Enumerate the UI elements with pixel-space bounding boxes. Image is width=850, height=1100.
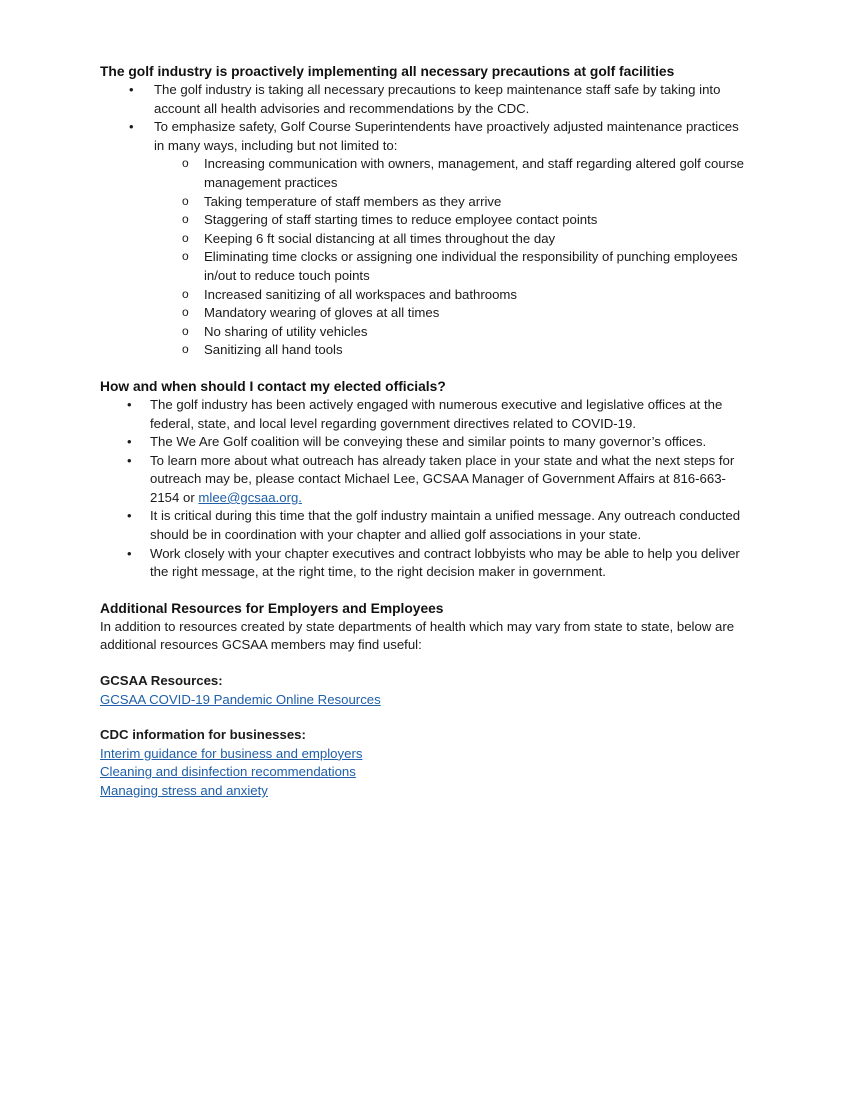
- precautions-bullet-2-text: To emphasize safety, Golf Course Superintendents have proactively adjusted maintenance practices in many ways, including but not limited to:: [154, 119, 739, 153]
- practice-item: o Sanitizing all hand tools: [154, 341, 750, 360]
- practice-item: o Keeping 6 ft social distancing at all times throughout the day: [154, 230, 750, 249]
- practice-item: o Eliminating time clocks or assigning one individual the responsibility of punching employees in/out to reduce touch points: [154, 248, 750, 285]
- gcsaa-covid-resources-link[interactable]: GCSAA COVID-19 Pandemic Online Resources: [100, 691, 381, 707]
- gcsaa-resources-heading: GCSAA Resources:: [100, 673, 223, 689]
- practice-item: o Increasing communication with owners, management, and staff regarding altered golf course management practices: [154, 155, 750, 192]
- document-page: [100, 62, 750, 801]
- resources-intro: In addition to resources created by state departments of health which may vary from state to state, below are additional resources GCSAA members may find useful:: [100, 618, 735, 653]
- cdc-info-heading: CDC information for businesses:: [100, 727, 306, 743]
- officials-bullet: • It is critical during this time that the golf industry maintain a unified message. Any outreach conducted should be in coordination with your chapter and allied golf associations in your state.: [100, 507, 750, 544]
- resources-section: [100, 599, 750, 801]
- practice-item: o Staggering of staff starting times to reduce employee contact points: [154, 211, 750, 230]
- maintenance-practices-list: [154, 155, 750, 360]
- officials-bullet: • Work closely with your chapter executives and contract lobbyists who may be able to help you deliver the right message, at the right time, to the right decision maker in government.: [100, 545, 750, 582]
- practice-item: o Mandatory wearing of gloves at all times: [154, 304, 750, 323]
- precautions-section: [100, 62, 750, 360]
- precautions-bullet-2: [100, 118, 750, 360]
- officials-bullet: [100, 452, 750, 508]
- cdc-cleaning-link[interactable]: Cleaning and disinfection recommendations: [100, 764, 356, 780]
- practice-item: o Taking temperature of staff members as they arrive: [154, 193, 750, 212]
- practice-item: o Increased sanitizing of all workspaces and bathrooms: [154, 286, 750, 305]
- cdc-interim-guidance-link[interactable]: Interim guidance for business and employers: [100, 745, 363, 761]
- officials-section: [100, 377, 750, 582]
- practice-item: o No sharing of utility vehicles: [154, 323, 750, 342]
- officials-bullet-text: To learn more about what outreach has already taken place in your state and what the next steps for outreach may be, please contact Michael Lee, GCSAA Manager of Government Affairs at 816-663-2154 or: [150, 452, 735, 505]
- officials-bullet: • The We Are Golf coalition will be conveying these and similar points to many governor’s offices.: [100, 433, 750, 452]
- officials-heading: How and when should I contact my elected officials?: [100, 378, 446, 394]
- precautions-bullet-1: • The golf industry is taking all necessary precautions to keep maintenance staff safe by taking into account all health advisories and recommendations by the CDC.: [100, 81, 750, 118]
- precautions-list: [100, 81, 750, 360]
- precautions-heading: The golf industry is proactively implementing all necessary precautions at golf facilities: [100, 64, 675, 79]
- cdc-stress-link[interactable]: Managing stress and anxiety: [100, 783, 268, 798]
- email-link[interactable]: mlee@gcsaa.org.: [198, 489, 302, 505]
- resources-heading: Additional Resources for Employers and Employees: [100, 600, 444, 616]
- officials-list: [100, 396, 750, 582]
- officials-bullet: • The golf industry has been actively engaged with numerous executive and legislative offices at the federal, state, and local level regarding government directives related to COVID-19.: [100, 396, 750, 433]
